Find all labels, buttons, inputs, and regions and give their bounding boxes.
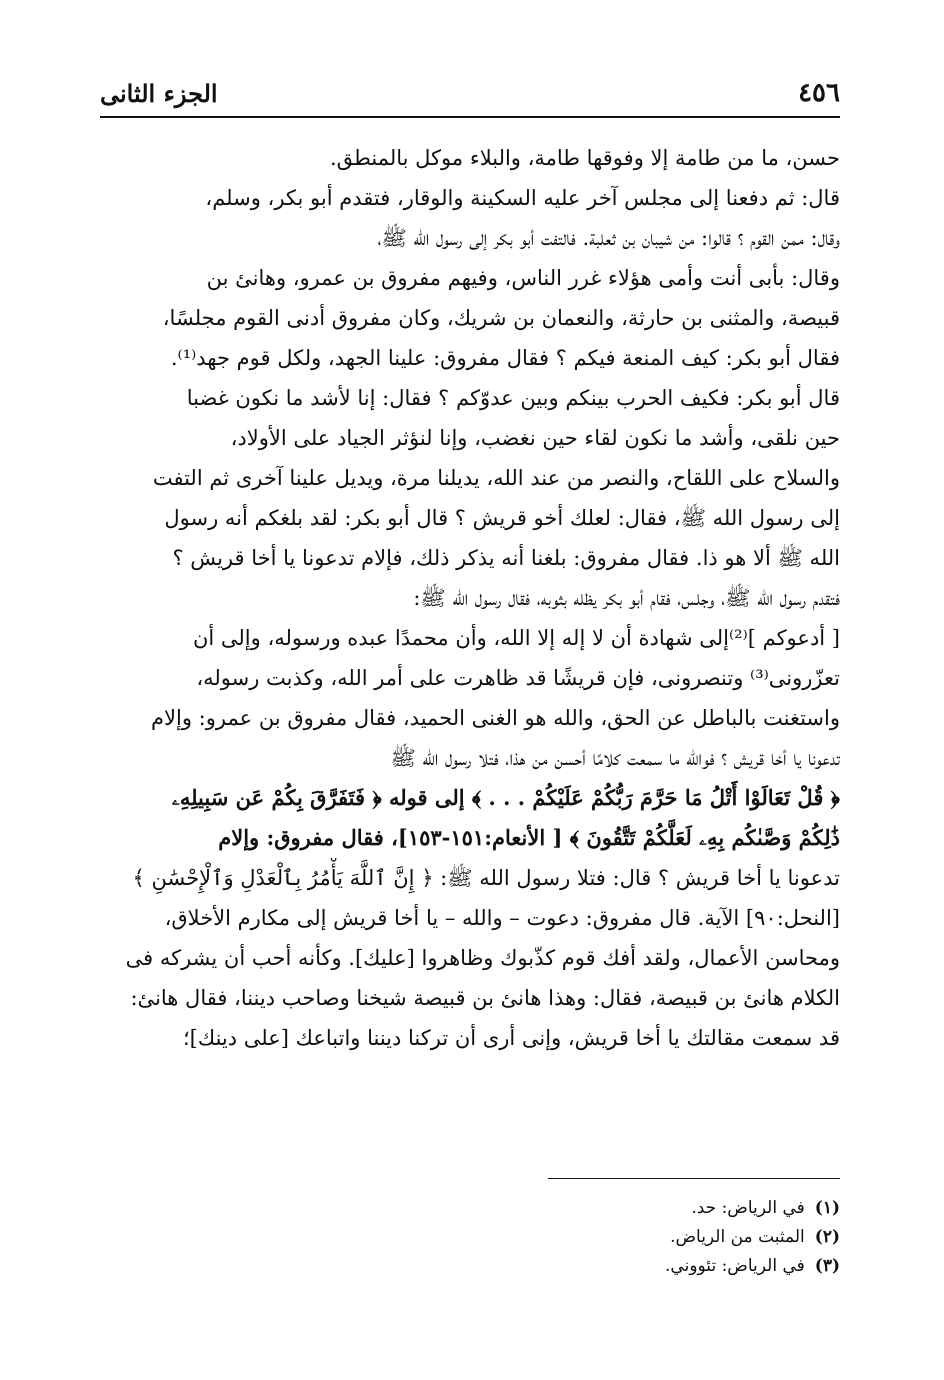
footnote-rule (548, 1178, 840, 1179)
text-line: فتقدم رسول الله ﷺ، وجلس، فقام أبو بكر يظله بثوبه، فقال رسول الله ﷺ: (413, 586, 840, 610)
text-line: والسلاح على اللقاح، والنصر من عند الله، يديلنا مرة، ويديل علينا آخرى ثم التفت (152, 466, 840, 490)
text-line: قبيصة، والمثنى بن حارثة، والنعمان بن شريك، وكان مفروق أدنى القوم مجلسًا، (162, 306, 840, 330)
footnote-text: في الرياض: حد. (691, 1198, 805, 1218)
text-line: حسن، ما من طامة إلا وفوقها طامة، والبلاء موكل بالمنطق. (329, 146, 840, 170)
text-line: الله ﷺ ألا هو ذا. فقال مفروق: بلغنا أنه يذكر ذلك، فإلام تدعونا يا أخا قريش ؟ (172, 546, 840, 570)
text-line: حين نلقى، وأشد ما نكون لقاء حين نغضب، وإنا لنؤثر الجياد على الأولاد، (230, 426, 840, 450)
header-rule (100, 116, 840, 118)
text-line: وقال: ممن القوم ؟ قالوا: من شيبان بن ثعلبة. فالتفت أبو بكر إلى رسول الله ﷺ، (377, 226, 840, 250)
footnote-text: في الرياض: تئووني. (665, 1256, 805, 1276)
text-line: [النحل:٩٠] الآية. قال مفروق: دعوت – والله – يا أخا قريش إلى مكارم الأخلاق، (164, 906, 840, 930)
text-line: فقال أبو بكر: كيف المنعة فيكم ؟ فقال مفروق: علينا الجهد، ولكل قوم جهد⁽¹⁾. (170, 346, 840, 370)
quran-verse-line: ذَٰلِكُمْ وَصَّىٰكُم بِهِۦ لَعَلَّكُمْ تَتَّقُونَ ﴾ [ الأنعام:١٥١-١٥٣]، فقال مفروق: وإلام (218, 825, 840, 850)
running-title: الجزء الثانى (100, 79, 218, 108)
footnote (500, 1223, 840, 1252)
footnote (500, 1194, 840, 1223)
quran-verse-line: ﴿ قُلْ تَعَالَوْا أَتْلُ مَا حَرَّمَ رَبُّكُمْ عَلَيْكُمْ . . . ﴾ إلى قوله ﴿ فَتَفَرَّقَ بِكُمْ عَن سَبِيلِهِۦ (171, 785, 840, 810)
text-line: تعزّرونى⁽³⁾ وتنصرونى، فإن قريشًا قد ظاهرت على أمر الله، وكذبت رسوله، (196, 666, 840, 690)
text-line: تدعونا يا أخا قريش ؟ فوالله ما سمعت كلامًا أحسن من هذا، فتلا رسول الله ﷺ (390, 746, 840, 770)
page-number: ٤٥٦ (798, 78, 840, 108)
text-line: قال أبو بكر: فكيف الحرب بينكم وبين عدوّكم ؟ فقال: إنا لأشد ما نكون غضبا (186, 386, 840, 410)
text-line: واستغنت بالباطل عن الحق، والله هو الغنى الحميد، فقال مفروق بن عمرو: وإلام (151, 706, 840, 730)
text-line: قال: ثم دفعنا إلى مجلس آخر عليه السكينة والوقار، فتقدم أبو بكر، وسلم، (205, 186, 840, 210)
footnote-number: (١) (814, 1198, 840, 1218)
text-line: [ أدعوكم ]⁽²⁾إلى شهادة أن لا إله إلا الله، وأن محمدًا عبده ورسوله، وإلى أن (192, 626, 840, 650)
footnote-number: (٣) (814, 1256, 840, 1276)
text-line: وقال: بأبى أنت وأمى هؤلاء غرر الناس، وفيهم مفروق بن عمرو، وهانئ بن (206, 266, 840, 290)
main-text (100, 138, 840, 1058)
footnote (500, 1252, 840, 1281)
footnote-number: (٢) (814, 1227, 840, 1247)
text-line: إلى رسول الله ﷺ، فقال: لعلك أخو قريش ؟ قال أبو بكر: لقد بلغكم أنه رسول (164, 506, 840, 530)
footnote-text: المثبت من الرياض. (670, 1227, 805, 1247)
page-header (100, 68, 840, 108)
text-line: قد سمعت مقالتك يا أخا قريش، وإنى أرى أن تركنا ديننا واتباعك [على دينك]؛ (183, 1026, 840, 1050)
text-line: ومحاسن الأعمال، ولقد أفك قوم كذّبوك وظاهروا [عليك]. وكأنه أحب أن يشركه فى (125, 946, 840, 970)
text-line: تدعونا يا أخا قريش ؟ قال: فتلا رسول الله ﷺ: ﴿ إِنَّ ٱللَّهَ يَأْمُرُ بِٱلْعَدْلِ وَٱلْإِحْسَٰنِ ﴾ (132, 866, 840, 890)
text-line: الكلام هانئ بن قبيصة، فقال: وهذا هانئ بن قبيصة شيخنا وصاحب ديننا، فقال هانئ: (130, 986, 840, 1010)
footnotes (500, 1194, 840, 1281)
